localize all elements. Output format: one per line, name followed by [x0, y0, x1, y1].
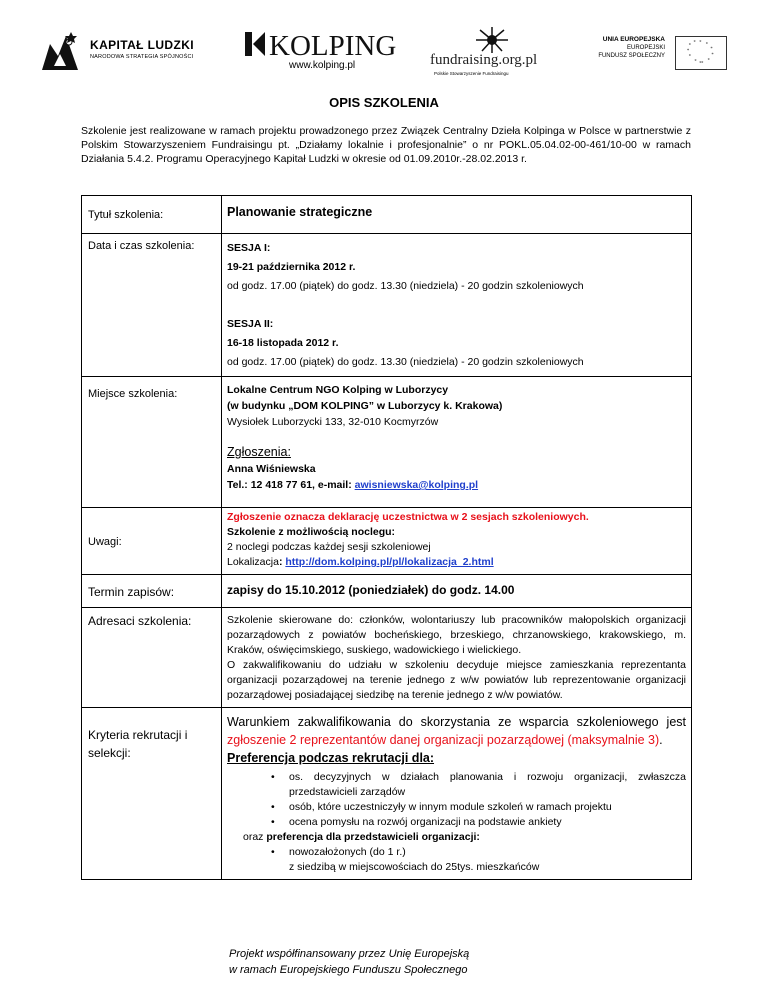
list-item: • ocena pomysłu na rozwój organizacji na podstawie ankiety [271, 815, 686, 830]
svg-text:*: * [688, 54, 692, 60]
place-value-cell [222, 377, 692, 508]
criteria-label: Kryteria rekrutacji i selekcji: [82, 708, 222, 880]
notes-location-colon: : [278, 556, 286, 568]
kolping-wordmark-text: KOLPING [269, 30, 397, 58]
title-row [82, 196, 692, 234]
svg-text:*: * [710, 47, 713, 53]
svg-text:*: * [686, 49, 690, 55]
svg-text:*: * [711, 52, 714, 58]
registration-email-link[interactable]: awisniewska@kolping.pl [354, 479, 479, 491]
place-label: Miejsce szkolenia: [82, 377, 222, 508]
fundraising-name: fundraising.org.pl [430, 52, 538, 68]
organization-preference-heading: preferencja dla przedstawicieli organizacji: [266, 831, 480, 843]
svg-text:*: * [694, 59, 697, 65]
notes-location-line [227, 555, 686, 570]
kolping-wordmark [245, 30, 410, 58]
title-value-cell [222, 196, 692, 234]
criteria-intro-black: Warunkiem zakwalifikowania do skorzystania ze wsparcia szkoleniowego jest [227, 715, 686, 729]
preference-list [271, 770, 686, 830]
place-line3: Wysiołek Luborzycki 133, 32-010 Kocmyrzów [227, 416, 439, 428]
session2-time: od godz. 17.00 (piątek) do godz. 13.30 (niedziela) - 20 godzin szkoleniowych [227, 356, 584, 368]
kolping-url: www.kolping.pl [289, 60, 356, 71]
deadline-value-cell [222, 575, 692, 608]
intro-paragraph: Szkolenie jest realizowane w ramach projektu prowadzonego przez Związek Centralny Dzieła Kolpinga w Polsce w partnerstwie z Polskim Stowarzyszeniem Fundraisingu pt. „Działamy lokalnie i profesjonalnie” o nr POKL.05.04.02-00-461/10-00 w ramach Działania 5.4.2. Programu Operacyjnego Kapitał Ludzki w okresie od 01.09.2010r.-28.02.2013 r. [81, 125, 691, 165]
notes-row [82, 508, 692, 575]
notes-label: Uwagi: [82, 508, 222, 575]
session2-name: SESJA II: [227, 318, 274, 330]
logo-bar [38, 26, 728, 82]
date-label: Data i czas szkolenia: [82, 234, 222, 377]
training-info-table [81, 195, 692, 880]
svg-text:*: * [688, 43, 692, 49]
footer-line1: Projekt współfinansowany przez Unię Europejską [229, 948, 470, 960]
deadline-row [82, 575, 692, 608]
notes-value-cell [222, 508, 692, 575]
footer-note [229, 946, 469, 978]
eu-logo [583, 36, 728, 72]
notes-location-label: Lokalizacja [227, 556, 279, 568]
session2-date: 16-18 listopada 2012 r. [227, 337, 339, 349]
eu-line1: UNIA EUROPEJSKA [602, 36, 665, 43]
last-criteria-line: z siedzibą w miejscowościach do 25tys. mieszkańców [289, 861, 540, 873]
kapital-ludzki-subtitle: NARODOWA STRATEGIA SPÓJNOŚCI [90, 54, 194, 60]
eu-line3: FUNDUSZ SPOŁECZNY [598, 53, 665, 59]
eu-text [583, 36, 665, 60]
list-item: • osób, które uczestniczyły w innym module szkoleń w ramach projektu [271, 800, 686, 815]
sun-icon [474, 26, 510, 54]
title-value: Planowanie strategiczne [227, 205, 373, 219]
document-title: OPIS SZKOLENIA [329, 95, 439, 110]
registration-heading: Zgłoszenia: [227, 445, 291, 459]
organization-preference-list [271, 845, 686, 860]
audience-paragraph-2: O zakwalifikowaniu do udziału w szkoleniu decyduje miejsce zamieszkania reprezentanta organizacji pozarządowej na terenie jednego z w/w powiatów lub reprezentowanie organizacji pozarządowej posiadającej siedzibę na terenie jednego z w/w powiatów. [227, 659, 686, 701]
date-row [82, 234, 692, 377]
session1-time: od godz. 17.00 (piątek) do godz. 13.30 (niedziela) - 20 godzin szkoleniowych [227, 280, 584, 292]
kapital-ludzki-title: KAPITAŁ LUDZKI [90, 38, 195, 52]
audience-row [82, 608, 692, 708]
criteria-intro-end: . [659, 733, 663, 747]
session1-name: SESJA I: [227, 242, 271, 254]
notes-lodging-heading: Szkolenie z możliwością noclegu: [227, 526, 396, 538]
spacer [227, 430, 686, 444]
kapital-ludzki-emblem-icon [38, 30, 82, 74]
criteria-value-cell [222, 708, 692, 880]
kapital-ludzki-logo [38, 26, 198, 76]
criteria-intro-red: zgłoszenie 2 reprezentantów danej organizacji pozarządowej (maksymalnie 3) [227, 733, 660, 747]
svg-text:*: * [701, 61, 704, 67]
svg-text:*: * [705, 42, 709, 48]
preference-heading: Preferencja podczas rekrutacji dla: [227, 751, 435, 765]
list-item: • nowozałożonych (do 1 r.) [271, 845, 686, 860]
audience-value-cell [222, 608, 692, 708]
criteria-intro [227, 713, 686, 749]
organization-preference-line [227, 830, 686, 845]
date-value-cell [222, 234, 692, 377]
fundraising-subtitle: Polskie Stowarzyszenie Fundraisingu [434, 71, 509, 76]
deadline-label: Termin zapisów: [82, 575, 222, 608]
spacer [227, 493, 686, 503]
place-line1: Lokalne Centrum NGO Kolping w Luborzycy [227, 384, 449, 396]
registration-phone: Tel.: 12 418 77 61, e-mail: [227, 479, 355, 491]
audience-label: Adresaci szkolenia: [82, 608, 222, 708]
notes-location-link[interactable]: http://dom.kolping.pl/pl/lokalizacja_2.html [285, 556, 494, 568]
svg-text:*: * [699, 40, 702, 46]
session1-date: 19-21 października 2012 r. [227, 261, 356, 273]
place-row [82, 377, 692, 508]
notes-lodging-text: 2 noclegi podczas każdej sesji szkoleniowej [227, 541, 431, 553]
kolping-logo [245, 30, 410, 78]
registration-contact-name: Anna Wiśniewska [227, 463, 316, 475]
eu-flag-icon [675, 36, 727, 70]
fundraising-logo [430, 26, 560, 78]
oraz-text: oraz [243, 831, 267, 843]
spacer [227, 296, 686, 315]
svg-text:*: * [707, 58, 710, 64]
notes-red-note: Zgłoszenie oznacza deklarację uczestnictwa w 2 sesjach szkoleniowych. [227, 511, 589, 523]
eu-line2: EUROPEJSKI [626, 45, 665, 51]
audience-paragraph-1: Szkolenie skierowane do: członków, wolontariuszy lub pracowników małopolskich organizacji pozarządowych z powiatów bocheńskiego, brzeskiego, chrzanowskiego, krakowskiego, m. Kraków, oświęcimskiego, suskiego, wadowickiego i wielickiego. [227, 614, 686, 656]
criteria-row [82, 708, 692, 880]
place-line2: (w budynku „DOM KOLPING” w Luborzycy k. Krakowa) [227, 400, 503, 412]
deadline-value: zapisy do 15.10.2012 (poniedziałek) do godz. 14.00 [227, 583, 515, 597]
registration-contact-line [227, 477, 686, 493]
footer-line2: w ramach Europejskiego Funduszu Społecznego [229, 964, 468, 976]
title-label: Tytuł szkolenia: [82, 196, 222, 234]
svg-text:*: * [699, 61, 702, 67]
list-item: • os. decyzyjnych w działach planowania i rozwoju organizacji, zwłaszcza przedstawicieli zarządów [271, 770, 686, 800]
svg-text:*: * [693, 40, 696, 46]
